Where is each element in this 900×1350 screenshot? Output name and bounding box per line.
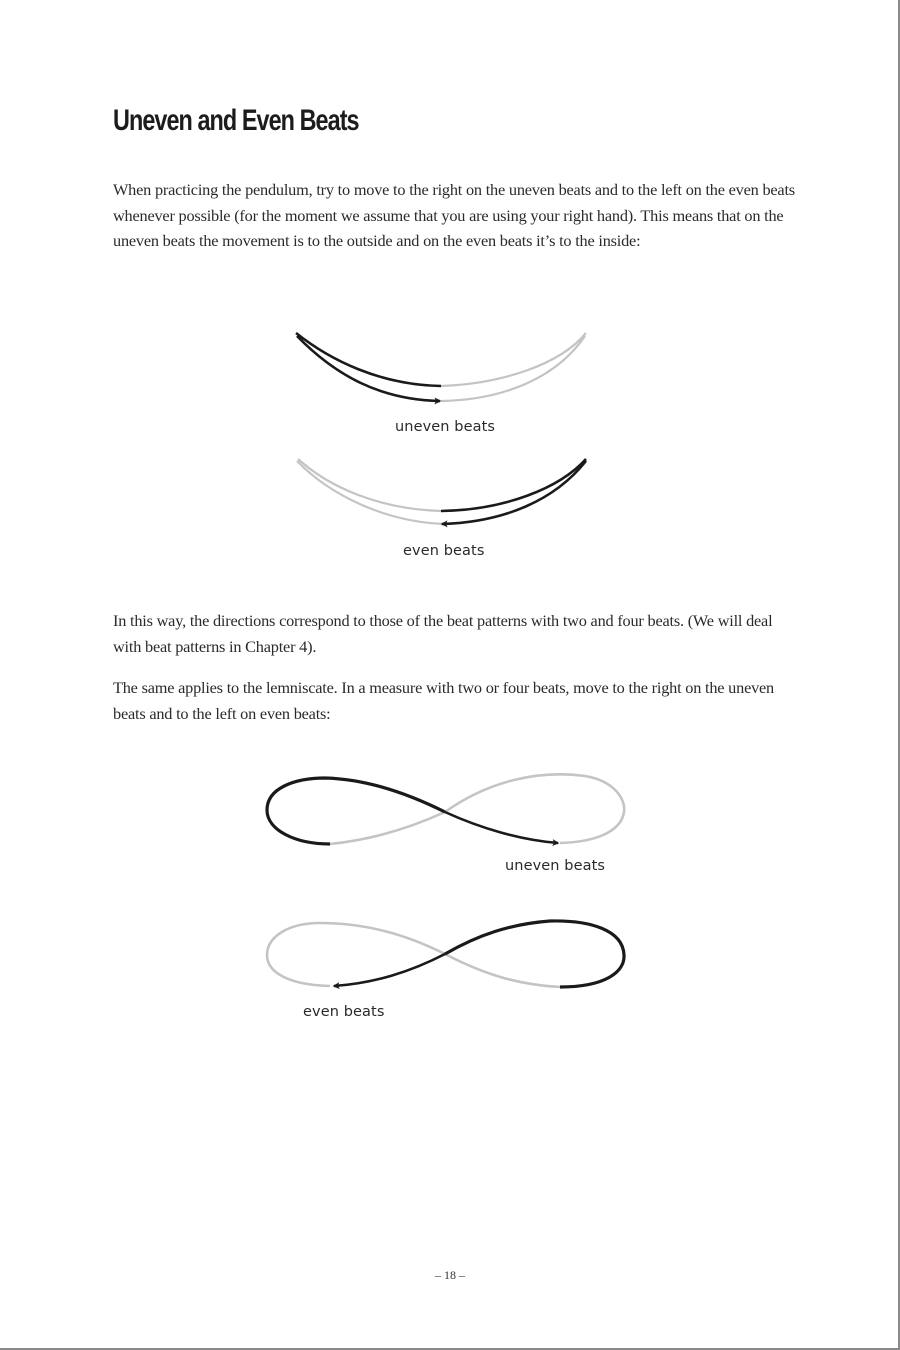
lemniscate-uneven-label: uneven beats (505, 858, 606, 874)
lemniscate-paragraph: The same applies to the lemniscate. In a measure with two or four beats, move to the right on the uneven beats and to the left on even beats: (113, 678, 775, 723)
page-number: – 18 – (435, 1268, 465, 1282)
lemniscate-even-figure (267, 921, 624, 987)
pendulum-even-label: even beats (403, 543, 485, 559)
lemniscate-even-arrow-path (334, 954, 445, 986)
lemniscate-uneven-light-lower (330, 812, 445, 844)
lemniscate-uneven-figure (267, 774, 624, 844)
lemniscate-even-light-loop (267, 923, 445, 986)
page-title: Uneven and Even Beats (113, 104, 359, 137)
lemniscate-even-dark-loop (445, 921, 624, 987)
lemniscate-uneven-light-loop (445, 774, 624, 843)
lemniscate-uneven-arrow-path (445, 812, 558, 843)
lemniscate-uneven-dark-loop (267, 778, 445, 844)
lemniscate-even-label: even beats (303, 1004, 385, 1020)
pendulum-uneven-label: uneven beats (395, 419, 496, 435)
lemniscate-even-light-lower (445, 954, 560, 987)
intro-paragraph: When practicing the pendulum, try to move to the right on the uneven beats and to the left on the even beats whenever possible (for the moment we assume that you are using your right hand). This means that on the uneven beats the movement is to the outside and on the even beats it’s to the inside: (113, 180, 795, 250)
correspond-paragraph: In this way, the directions correspond to those of the beat patterns with two and four beats. (We will deal with beat patterns in Chapter 4). (113, 611, 773, 656)
